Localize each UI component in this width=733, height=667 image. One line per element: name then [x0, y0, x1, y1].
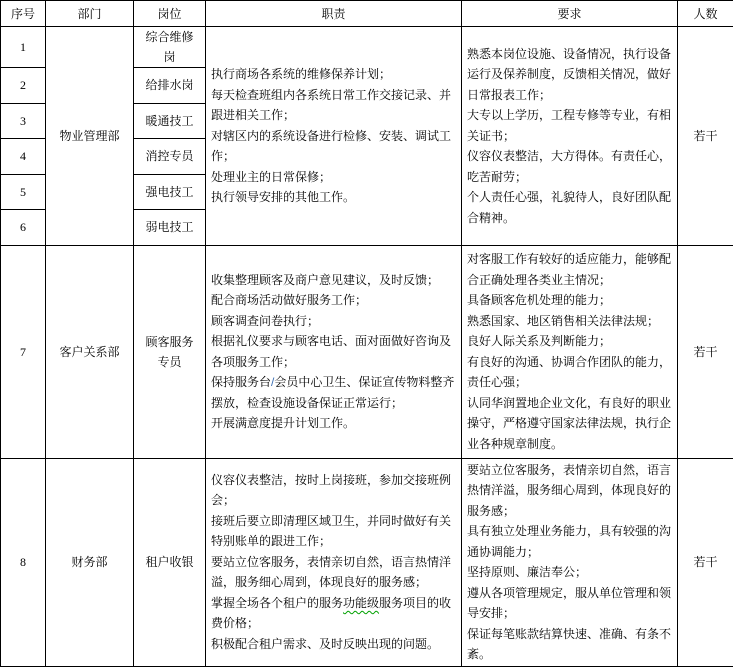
- cell-requirements: [462, 458, 678, 666]
- table-row: [1, 27, 733, 68]
- duty-line: [211, 372, 456, 413]
- duty-line: 收集整理顾客及商户意见建议，及时反馈；: [211, 270, 456, 291]
- duty-line: 要站立位客服务，表情亲切自然，语言热情洋溢，服务细心周到，体现良好的服务感；: [211, 552, 456, 593]
- cell-no: 8: [1, 458, 46, 666]
- header-row: [1, 1, 733, 27]
- requirement-line: 熟悉国家、地区销售相关法律法规；: [467, 311, 672, 332]
- duty-text: 服务项目的收费价格；: [211, 596, 451, 631]
- header-headcount: 人数: [678, 1, 733, 27]
- duty-text: 会员中心卫生、保证宣传物料整齐摆放，检查设施设备保证正常运行；: [211, 375, 454, 410]
- requirement-line: 良好人际关系及判断能力；: [467, 331, 672, 352]
- table-row: [1, 458, 733, 666]
- cell-duties: [206, 27, 462, 246]
- duty-line: 执行商场各系统的维修保养计划；: [211, 64, 456, 85]
- duty-line: 配合商场活动做好服务工作；: [211, 290, 456, 311]
- requirement-line: 熟悉本岗位设施、设备情况，执行设备运行及保养制度，反馈相关情况，做好日常报表工作；: [467, 44, 672, 106]
- cell-position: 顾客服务专员: [134, 245, 206, 458]
- cell-position: 暖通技工: [134, 103, 206, 139]
- duty-text: 掌握全场各个租户的服务: [211, 596, 343, 610]
- header-position: 岗位: [134, 1, 206, 27]
- cell-no: 3: [1, 103, 46, 139]
- duty-line: 执行领导安排的其他工作。: [211, 187, 456, 208]
- cell-headcount: 若干: [678, 245, 733, 458]
- duty-line: 对辖区内的系统设备进行检修、安装、调试工作；: [211, 126, 456, 167]
- cell-position: 弱电技工: [134, 210, 206, 246]
- cell-no: 4: [1, 139, 46, 175]
- duty-line: [211, 593, 456, 634]
- cell-headcount: 若干: [678, 27, 733, 246]
- cell-position: 强电技工: [134, 174, 206, 210]
- requirement-line: 坚持原则、廉洁奉公；: [467, 562, 672, 583]
- requirement-line: 认同华润置地企业文化，有良好的职业操守，严格遵守国家法律法规，执行企业各种规章制度。: [467, 393, 672, 455]
- duty-line: 根据礼仪要求与顾客电话、面对面做好咨询及各项服务工作；: [211, 331, 456, 372]
- spellcheck-underlined-text: 功能级: [343, 596, 379, 610]
- cell-requirements: [462, 245, 678, 458]
- cell-no: 2: [1, 68, 46, 104]
- requirement-line: 遵从各项管理规定，服从单位管理和领导安排；: [467, 583, 672, 624]
- cell-duties: [206, 245, 462, 458]
- duty-line: 仪容仪表整洁，按时上岗接班，参加交接班例会；: [211, 470, 456, 511]
- requirement-line: 具有独立处理业务能力，具有较强的沟通协调能力；: [467, 521, 672, 562]
- cell-no: 6: [1, 210, 46, 246]
- cell-headcount: 若干: [678, 458, 733, 666]
- duty-line: 积极配合租户需求、及时反映出现的问题。: [211, 634, 456, 655]
- cell-no: 7: [1, 245, 46, 458]
- duty-line: 处理业主的日常保修；: [211, 167, 456, 188]
- duty-text: 保持服务台: [211, 375, 271, 389]
- cell-department: 财务部: [46, 458, 134, 666]
- cell-position: 综合维修岗: [134, 27, 206, 68]
- header-department: 部门: [46, 1, 134, 27]
- duty-line: 开展满意度提升计划工作。: [211, 413, 456, 434]
- duty-line: 顾客调查问卷执行；: [211, 311, 456, 332]
- cell-no: 1: [1, 27, 46, 68]
- requirement-line: 大专以上学历，工程专修等专业，有相关证书；: [467, 105, 672, 146]
- requirement-line: 仪容仪表整洁，大方得体。有责任心，吃苦耐劳；: [467, 146, 672, 187]
- cell-department: 客户关系部: [46, 245, 134, 458]
- header-no: 序号: [1, 1, 46, 27]
- cell-requirements: [462, 27, 678, 246]
- cell-department: 物业管理部: [46, 27, 134, 246]
- table-row: [1, 245, 733, 458]
- requirement-line: 保证每笔账款结算快速、准确、有条不紊。: [467, 624, 672, 665]
- cell-position: 租户收银: [134, 458, 206, 666]
- requirement-line: 有良好的沟通、协调合作团队的能力，责任心强；: [467, 352, 672, 393]
- header-duties: 职责: [206, 1, 462, 27]
- requirement-line: 具备顾客危机处理的能力；: [467, 290, 672, 311]
- duty-line: 接班后要立即清理区域卫生，并同时做好有关特别账单的跟进工作；: [211, 511, 456, 552]
- requirement-line: 个人责任心强，礼貌待人，良好团队配合精神。: [467, 187, 672, 228]
- header-requirements: 要求: [462, 1, 678, 27]
- cell-position: 消控专员: [134, 139, 206, 175]
- requirement-line: 对客服工作有较好的适应能力，能够配合正确处理各类业主情况；: [467, 249, 672, 290]
- cell-position: 给排水岗: [134, 68, 206, 104]
- blue-slash: /: [271, 375, 274, 389]
- duty-line: 每天检查班组内各系统日常工作交接记录、并跟进相关工作；: [211, 85, 456, 126]
- requirement-line: 要站立位客服务，表情亲切自然，语言热情洋溢，服务细心周到，体现良好的服务感；: [467, 460, 672, 522]
- cell-no: 5: [1, 174, 46, 210]
- cell-duties: [206, 458, 462, 666]
